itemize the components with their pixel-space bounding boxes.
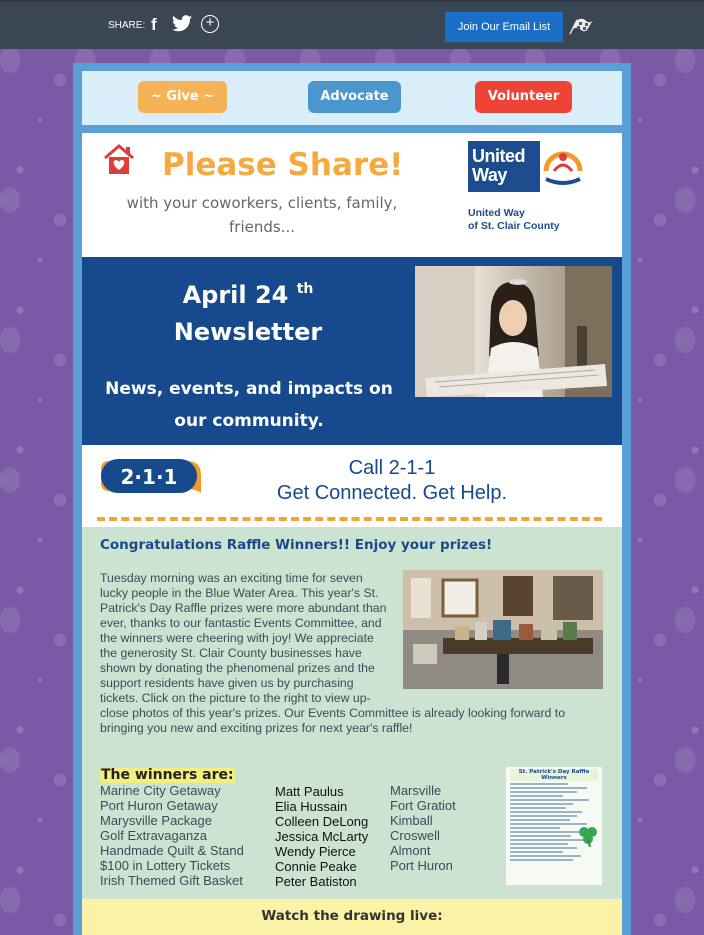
- winner-name: Peter Batiston: [275, 874, 357, 889]
- watch-drawing-label: Watch the drawing live:: [261, 908, 443, 924]
- raffle-body-text: Tuesday morning was an exciting time for seven lucky people in the Blue Water Area. This year's St. Patrick's Day Raffle prizes were more abundant than ever, thanks to our fantastic Events Committee, and the winners were cheering with joy! We appreciate the generosity St. Clair County businesses have shown by donating the phenomenal prizes and the support residents have given us by purchasing tickets. Click on the picture to the right to view up-close photos of this year's prizes. Our Events Committee is already looking forward to bringing you new and exciting prizes for next year's raffle!: [100, 571, 566, 735]
- advocate-button[interactable]: Advocate: [308, 81, 401, 113]
- logo-line-1: United: [472, 146, 525, 166]
- date-suffix: th: [296, 281, 314, 297]
- winner-name: Jessica McLarty: [275, 829, 369, 844]
- winner-city-column: [390, 783, 456, 873]
- winner-name: Colleen DeLong: [275, 814, 369, 829]
- winner-name: Matt Paulus: [275, 784, 344, 799]
- newsletter-date: April 24: [182, 281, 289, 309]
- logo-line-2: Way: [472, 165, 507, 185]
- volunteer-button[interactable]: Volunteer: [475, 81, 572, 113]
- please-share-section: [82, 133, 622, 257]
- more-share-icon[interactable]: +: [201, 15, 219, 33]
- raffle-winners-flyer-image[interactable]: [506, 767, 602, 885]
- facebook-icon[interactable]: f: [151, 15, 157, 34]
- twitter-icon[interactable]: [172, 15, 192, 37]
- org-line-1: United Way: [468, 207, 525, 219]
- newsletter-banner: [82, 257, 622, 445]
- call-line-2: Get Connected. Get Help.: [276, 482, 508, 504]
- winner-city: Marsville: [390, 783, 442, 798]
- two-one-one-section: [82, 445, 622, 527]
- prize-item: Handmade Quilt & Stand: [100, 843, 244, 858]
- action-button-row: [82, 71, 622, 125]
- call-211-text: [242, 456, 542, 506]
- two-one-one-logo-text: 2·1·1: [120, 465, 178, 489]
- woman-reading-newspaper-photo: [415, 266, 612, 397]
- watch-drawing-section: [82, 899, 622, 935]
- join-email-list-button[interactable]: Join Our Email List: [445, 12, 563, 42]
- please-share-subtitle: with your coworkers, clients, family, friends...: [126, 194, 398, 236]
- newsletter-subtitle: News, events, and impacts on our community.: [105, 379, 393, 431]
- prize-item: Marysville Package: [100, 813, 212, 828]
- winner-city: Fort Gratiot: [390, 798, 456, 813]
- winner-name: Elia Hussain: [275, 799, 348, 814]
- winner-city: Kimball: [390, 813, 433, 828]
- twitter-bird-icon: [172, 15, 192, 32]
- winner-city: Almont: [390, 843, 431, 858]
- winner-name: Connie Peake: [275, 859, 357, 874]
- top-share-bar: [0, 0, 704, 49]
- raffle-prizes-photo[interactable]: [403, 570, 603, 689]
- house-heart-icon: [102, 143, 136, 177]
- winner-name: Wendy Pierce: [275, 844, 356, 859]
- raffle-section: [82, 527, 622, 899]
- flyer-title: St. Patrick's Day Raffle Winners: [510, 769, 598, 781]
- winners-label: The winners are:: [101, 767, 234, 783]
- give-button[interactable]: ~ Give ~: [138, 81, 227, 113]
- dashed-divider: [97, 517, 602, 521]
- prize-item: Irish Themed Gift Basket: [100, 873, 243, 888]
- prize-item: Golf Extravaganza: [100, 828, 207, 843]
- prize-item: $100 in Lottery Tickets: [100, 858, 231, 873]
- please-share-title: Please Share!: [162, 147, 404, 183]
- org-line-2: of St. Clair County: [468, 220, 560, 232]
- checkered-flag-icon: [568, 17, 594, 35]
- united-way-emblem-icon: [540, 141, 586, 192]
- prize-item: Marine City Getaway: [100, 783, 221, 798]
- newsletter-heading: [112, 271, 384, 351]
- united-way-logo[interactable]: [468, 141, 586, 192]
- raffle-title: Congratulations Raffle Winners!! Enjoy your prizes!: [100, 537, 493, 553]
- winner-city: Port Huron: [390, 858, 453, 873]
- raffle-body: [100, 571, 605, 736]
- prize-column: [100, 783, 244, 888]
- two-one-one-logo[interactable]: [101, 455, 205, 499]
- prize-item: Port Huron Getaway: [100, 798, 218, 813]
- winner-name-column: [275, 784, 368, 889]
- shamrock-icon: [578, 825, 598, 847]
- share-label: SHARE:: [108, 20, 146, 31]
- call-line-1: Call 2-1-1: [348, 457, 436, 479]
- winner-city: Croswell: [390, 828, 440, 843]
- united-way-logo-text: [472, 147, 525, 185]
- newsletter-title: Newsletter: [173, 318, 323, 346]
- united-way-org-name: [468, 207, 560, 233]
